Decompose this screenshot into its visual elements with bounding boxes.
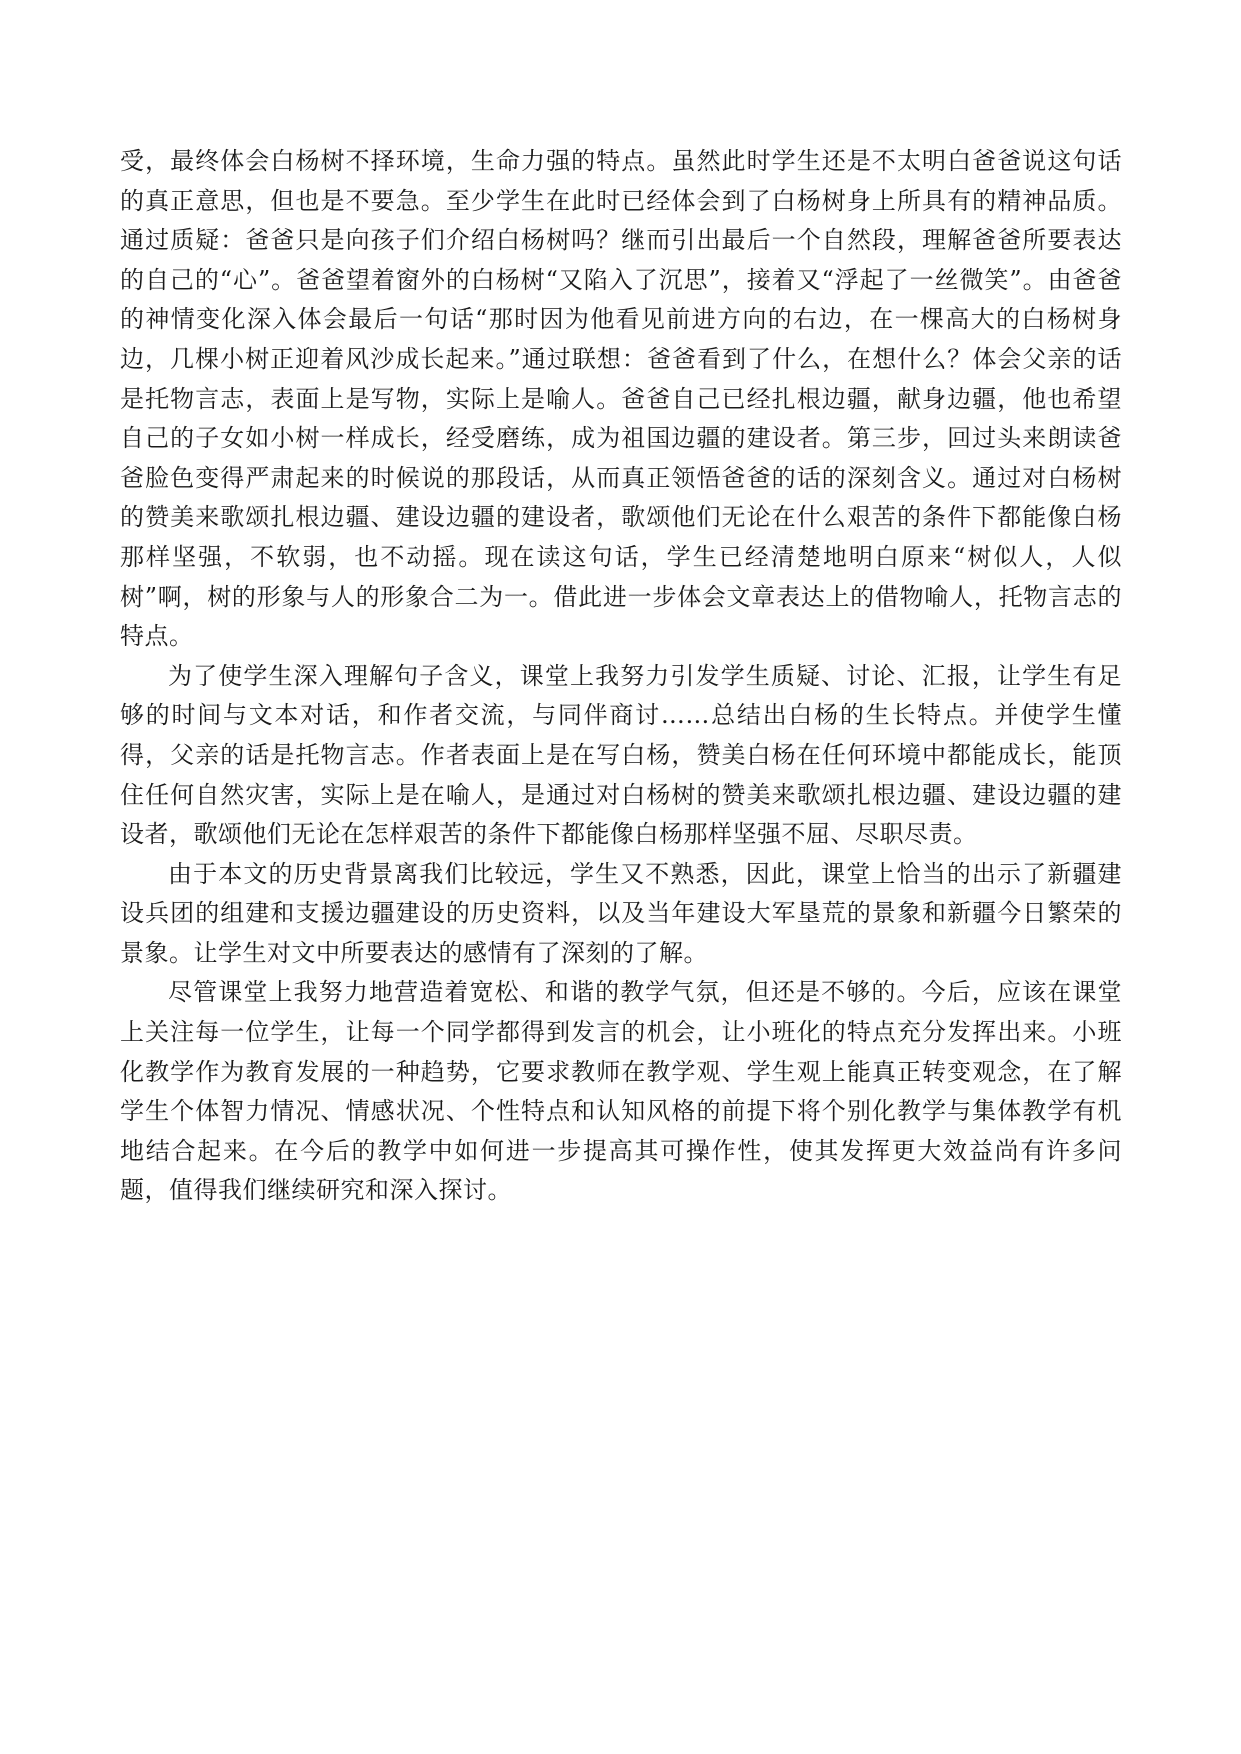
paragraph-background: 由于本文的历史背景离我们比较远，学生又不熟悉，因此，课堂上恰当的出示了新疆建设兵团的组建和支援边疆建设的历史资料，以及当年建设大军垦荒的景象和新疆今日繁荣的景象。让学生对文中所要表达的感情有了深刻的了解。 [120, 859, 1122, 967]
paragraph-continuation: 受，最终体会白杨树不择环境，生命力强的特点。虽然此时学生还是不太明白爸爸说这句话的真正意思，但也是不要急。至少学生在此时已经体会到了白杨树身上所具有的精神品质。通过质疑：爸爸只是向孩子们介绍白杨树吗？继而引出最后一个自然段，理解爸爸所要表达的自己的“心”。爸爸望着窗外的白杨树“又陷入了沉思”，接着又“浮起了一丝微笑”。由爸爸的神情变化深入体会最后一句话“那时因为他看见前进方向的右边，在一棵高大的白杨树身边，几棵小树正迎着风沙成长起来。”通过联想：爸爸看到了什么，在想什么？体会父亲的话是托物言志，表面上是写物，实际上是喻人。爸爸自己已经扎根边疆，献身边疆，他也希望自己的子女如小树一样成长，经受磨练，成为祖国边疆的建设者。第三步，回过头来朗读爸爸脸色变得严肃起来的时候说的那段话，从而真正领悟爸爸的话的深刻含义。通过对白杨树的赞美来歌颂扎根边疆、建设边疆的建设者，歌颂他们无论在什么艰苦的条件下都能像白杨那样坚强，不软弱，也不动摇。现在读这句话，学生已经清楚地明白原来“树似人，人似树”啊，树的形象与人的形象合二为一。借此进一步体会文章表达上的借物喻人，托物言志的特点。 [120, 147, 1122, 651]
paragraph-reflection: 尽管课堂上我努力地营造着宽松、和谐的教学气氛，但还是不够的。今后，应该在课堂上关注每一位学生，让每一个同学都得到发言的机会，让小班化的特点充分发挥出来。小班化教学作为教育发展的一种趋势，它要求教师在教学观、学生观上能真正转变观念，在了解学生个体智力情况、情感状况、个性特点和认知风格的前提下将个别化教学与集体教学有机地结合起来。在今后的教学中如何进一步提高其可操作性，使其发挥更大效益尚有许多问题，值得我们继续研究和深入探讨。 [120, 978, 1122, 1205]
paragraph-understanding: 为了使学生深入理解句子含义，课堂上我努力引发学生质疑、讨论、汇报，让学生有足够的时间与文本对话，和作者交流，与同伴商讨……总结出白杨的生长特点。并使学生懂得，父亲的话是托物言志。作者表面上是在写白杨，赞美白杨在任何环境中都能成长，能顶住任何自然灾害，实际上是在喻人，是通过对白杨树的赞美来歌颂扎根边疆、建设边疆的建设者，歌颂他们无论在怎样艰苦的条件下都能像白杨那样坚强不屈、尽职尽责。 [120, 661, 1122, 849]
document-body [120, 142, 1122, 1211]
